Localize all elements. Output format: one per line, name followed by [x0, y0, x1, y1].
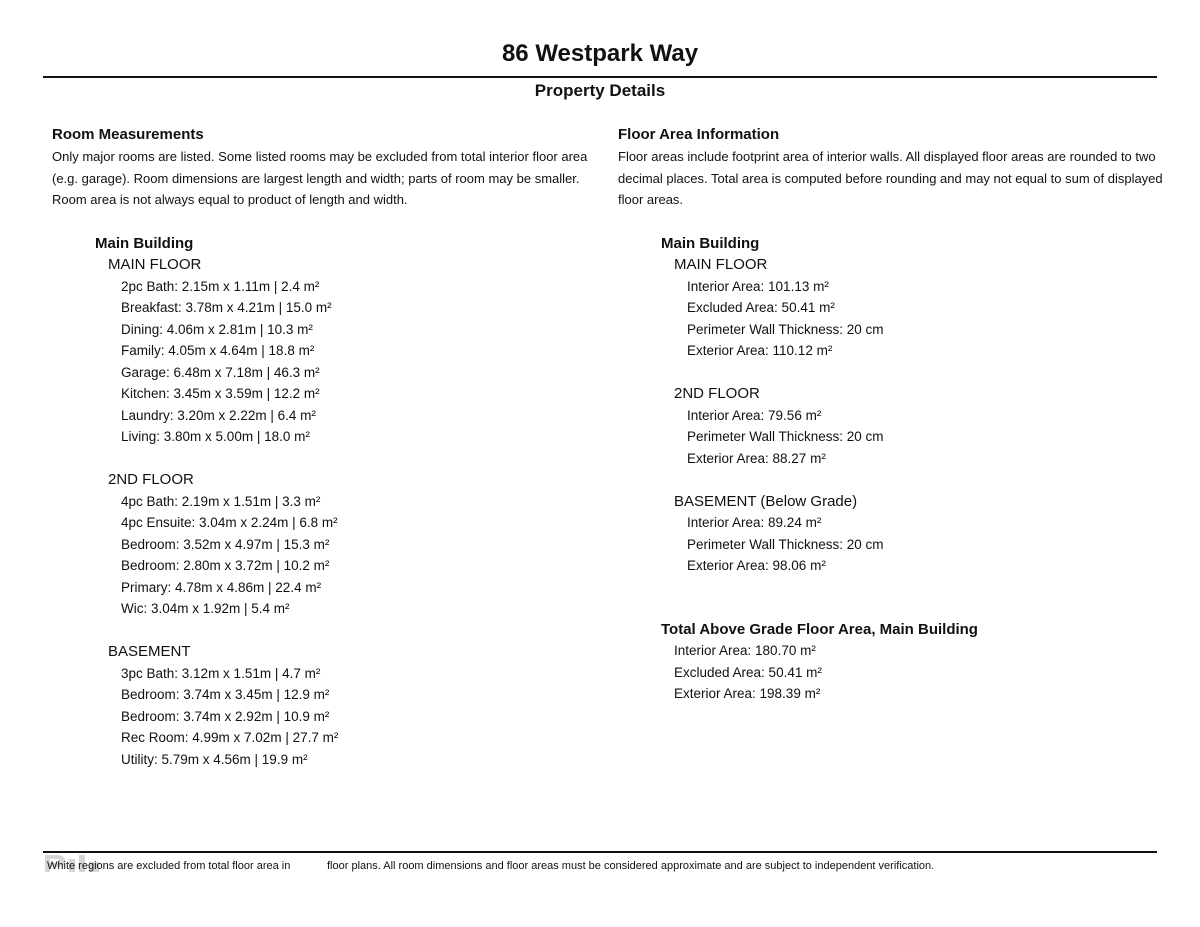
- room-line: Utility: 5.79m x 4.56m | 19.9 m²: [121, 751, 308, 767]
- area-line: Perimeter Wall Thickness: 20 cm: [687, 321, 884, 337]
- floor-title: MAIN FLOOR: [108, 256, 202, 273]
- room-measurements-note: Only major rooms are listed. Some listed rooms may be excluded from total interior floor area (e.g. garage). Room dimensions are largest length and width; parts of room may be smaller. Room area is not always equal to product of length and width.: [52, 149, 588, 207]
- floor-title: 2ND FLOOR: [674, 385, 760, 402]
- room-line: Garage: 6.48m x 7.18m | 46.3 m²: [121, 364, 320, 380]
- footer-disclaimer-left: White regions are excluded from total floor area in: [47, 860, 291, 872]
- area-floor-main: [674, 254, 1168, 362]
- area-building-title: Main Building: [661, 234, 760, 252]
- area-line: Exterior Area: 98.06 m²: [687, 558, 826, 573]
- page-title: 86 Westpark Way: [501, 40, 699, 67]
- room-floor-2nd: [108, 469, 592, 620]
- footer-divider: [43, 851, 1157, 853]
- header-divider: [43, 76, 1157, 78]
- floor-title: BASEMENT: [108, 643, 191, 660]
- room-line: Bedroom: 3.74m x 3.45m | 12.9 m²: [121, 687, 330, 702]
- room-line: 2pc Bath: 2.15m x 1.11m | 2.4 m²: [121, 278, 320, 294]
- room-line: Bedroom: 3.52m x 4.97m | 15.3 m²: [121, 536, 330, 552]
- room-building-title: Main Building: [95, 234, 194, 252]
- room-line: Laundry: 3.20m x 2.22m | 6.4 m²: [121, 407, 316, 423]
- area-line: Perimeter Wall Thickness: 20 cm: [687, 429, 884, 444]
- room-line: Kitchen: 3.45m x 3.59m | 12.2 m²: [121, 386, 320, 401]
- total-area-line: Excluded Area: 50.41 m²: [674, 664, 822, 680]
- room-line: Wic: 3.04m x 1.92m | 5.4 m²: [121, 601, 290, 616]
- room-floor-basement: [108, 641, 592, 770]
- footer-disclaimer-right: floor plans. All room dimensions and floor areas must be considered approximate and are subject to independent verification.: [327, 860, 935, 872]
- room-line: Primary: 4.78m x 4.86m | 22.4 m²: [121, 579, 322, 595]
- floor-title: BASEMENT (Below Grade): [674, 492, 858, 510]
- room-measurements-heading: Room Measurements: [52, 126, 204, 143]
- area-line: Exterior Area: 88.27 m²: [687, 450, 826, 466]
- floor-area-note: Floor areas include footprint area of interior walls. All displayed floor areas are rounded to two decimal places. Total area is computed before rounding and may not equal to sum of displayed floor areas.: [618, 149, 1163, 207]
- room-line: Living: 3.80m x 5.00m | 18.0 m²: [121, 429, 310, 444]
- floor-title: 2ND FLOOR: [108, 471, 194, 488]
- floor-title: MAIN FLOOR: [674, 256, 768, 273]
- room-line: Dining: 4.06m x 2.81m | 10.3 m²: [121, 321, 313, 337]
- area-floor-2nd: [674, 383, 1168, 469]
- area-line: Excluded Area: 50.41 m²: [687, 300, 835, 315]
- room-floor-main: [108, 254, 592, 448]
- room-line: Bedroom: 3.74m x 2.92m | 10.9 m²: [121, 708, 330, 724]
- total-area-line: Interior Area: 180.70 m²: [674, 643, 816, 658]
- room-line: Breakfast: 3.78m x 4.21m | 15.0 m²: [121, 300, 332, 315]
- room-line: Bedroom: 2.80m x 3.72m | 10.2 m²: [121, 558, 330, 573]
- room-line: 3pc Bath: 3.12m x 1.51m | 4.7 m²: [121, 665, 321, 681]
- area-line: Interior Area: 89.24 m²: [687, 515, 822, 530]
- area-building: [661, 233, 1168, 577]
- total-area-block: [661, 619, 1168, 705]
- total-area-heading: Total Above Grade Floor Area, Main Building: [661, 620, 978, 638]
- room-building: [95, 233, 592, 771]
- area-line: Exterior Area: 110.12 m²: [687, 343, 833, 358]
- area-floor-basement: [674, 491, 1168, 577]
- room-line: Family: 4.05m x 4.64m | 18.8 m²: [121, 343, 315, 358]
- area-line: Perimeter Wall Thickness: 20 cm: [687, 536, 884, 552]
- page-subtitle: Property Details: [534, 81, 666, 100]
- floor-area-heading: Floor Area Information: [618, 126, 780, 143]
- room-line: 4pc Bath: 2.19m x 1.51m | 3.3 m²: [121, 493, 321, 509]
- room-line: 4pc Ensuite: 3.04m x 2.24m | 6.8 m²: [121, 515, 338, 530]
- floor-area-section: [618, 125, 1168, 705]
- room-line: Rec Room: 4.99m x 7.02m | 27.7 m²: [121, 730, 339, 745]
- area-line: Interior Area: 79.56 m²: [687, 407, 822, 423]
- total-area-line: Exterior Area: 198.39 m²: [674, 686, 821, 701]
- area-line: Interior Area: 101.13 m²: [687, 278, 829, 294]
- room-measurements-section: [52, 125, 592, 770]
